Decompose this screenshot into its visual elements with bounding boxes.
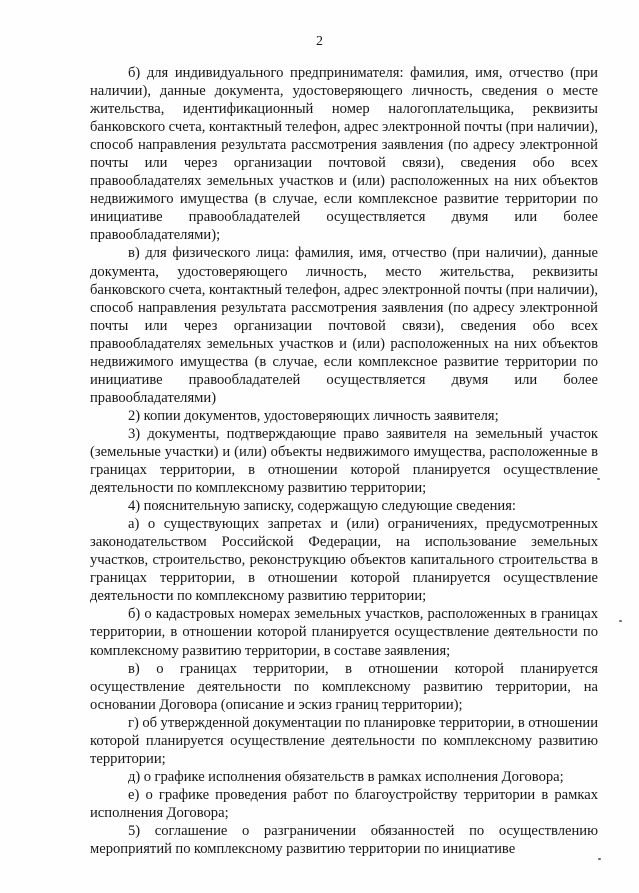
paragraph-explanatory-note: 4) пояснительную записку, содержащую следующие сведения: <box>128 498 516 515</box>
paragraph-land-rights-documents: 3) документы, подтверждающие право заявителя на земельный участок (земельные участки) и (или) объекты недвижимого имущества, расположенные в границах территории, в отношении которой планируется осуществление деятельности по комплексному развитию территории; <box>90 425 598 497</box>
paragraph-identity-copies: 2) копии документов, удостоверяющих личность заявителя; <box>128 407 499 424</box>
paragraph-responsibilities-agreement: 5) соглашение о разграничении обязанностей по осуществлению мероприятий по комплексному развитию территории по инициативе <box>90 822 598 858</box>
paragraph-cadastral-numbers: б) о кадастровых номерах земельных участков, расположенных в границах территории, в отношении которой планируется осуществление деятельности по комплексному развитию территории, в составе заявления; <box>90 606 598 659</box>
paragraph-entrepreneur-details: б) для индивидуального предпринимателя: фамилия, имя, отчество (при наличии), данные документа, удостоверяющего личность, сведения о месте жительства, идентификационный номер налогоплательщика, реквизиты банковского счета, контактный телефон, адрес электронной почты (при наличии), способ направления результата рассмотрения заявления (по адресу электронной почты или через организации почтовой связи), сведения обо всех правообладателях земельных участков и (или) расположенных на них объектов недвижимого имущества (в случае, если комплексное развитие территории по инициативе правообладателей осуществляется двумя или более правообладателями); <box>90 65 598 244</box>
scan-speck <box>597 478 600 480</box>
paragraph-planning-documentation: г) об утвержденной документации по планировке территории, в отношении которой планируется осуществление деятельности по комплексному развитию территории; <box>90 714 598 767</box>
paragraph-individual-details: в) для физического лица: фамилия, имя, отчество (при наличии), данные документа, удостоверяющего личность, место жительства, реквизиты банковского счета, контактный телефон, адрес электронной почты (при наличии), способ направления результата рассмотрения заявления (по адресу электронной почты или через организации почтовой связи), сведения обо всех правообладателях земельных участков и (или) расположенных на них объектов недвижимого имущества (в случае, если комплексное развитие территории по инициативе правообладателей осуществляется двумя или более правообладателями) <box>90 245 598 406</box>
scan-speck <box>598 858 601 860</box>
paragraph-obligations-schedule: д) о графике исполнения обязательств в рамках исполнения Договора; <box>128 768 564 785</box>
paragraph-territory-boundaries: в) о границах территории, в отношении которой планируется осуществление деятельности по комплексному развитию территории, на основании Договора (описание и эскиз границ территории); <box>90 660 598 713</box>
paragraph-restrictions: а) о существующих запретах и (или) ограничениях, предусмотренных законодательством Российской Федерации, на использование земельных участков, строительство, реконструкцию объектов капитального строительства в границах территории, в отношении которой планируется осуществление деятельности по комплексному развитию территории; <box>90 516 598 605</box>
document-body <box>90 64 598 858</box>
paragraph-landscaping-schedule: е) о графике проведения работ по благоустройству территории в рамках исполнения Договора; <box>90 786 598 821</box>
page-number: 2 <box>316 34 323 49</box>
scan-speck <box>619 620 622 622</box>
